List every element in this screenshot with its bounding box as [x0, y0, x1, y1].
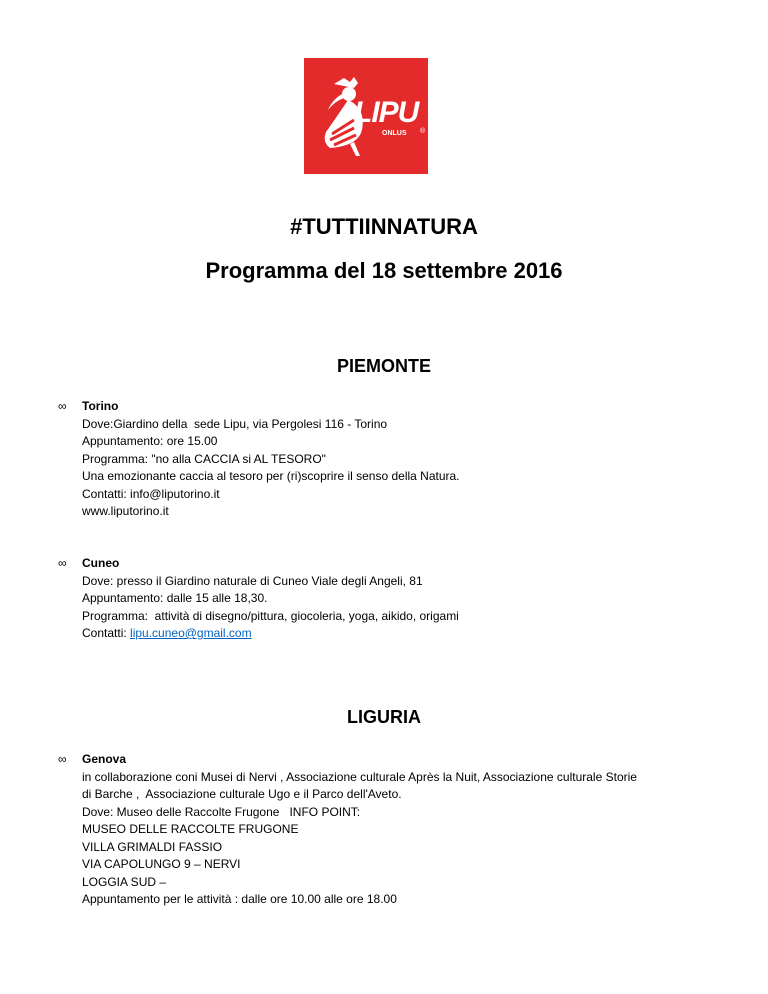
- list-item: [58, 751, 637, 909]
- logo-sub-text: ONLUS: [382, 130, 407, 137]
- list-item: [58, 398, 460, 521]
- entry-line: Appuntamento: ore 15.00: [82, 434, 218, 448]
- entry-line: Una emozionante caccia al tesoro per (ri)scoprire il senso della Natura.: [82, 469, 460, 483]
- bullet-icon: ∞: [58, 399, 67, 413]
- city-name: Cuneo: [82, 556, 120, 570]
- bullet-icon: ∞: [58, 556, 67, 570]
- entry-line: www.liputorino.it: [82, 504, 169, 518]
- bullet-icon: ∞: [58, 752, 67, 766]
- region-heading-liguria: LIGURIA: [347, 707, 421, 727]
- entry-line: VIA CAPOLUNGO 9 – NERVI: [82, 857, 241, 871]
- email-link[interactable]: lipu.cuneo@gmail.com: [130, 626, 252, 640]
- entry-line: Programma: "no alla CACCIA si AL TESORO": [82, 451, 326, 466]
- entry-line: LOGGIA SUD –: [82, 874, 167, 889]
- hashtag-title: #TUTTIINNATURA: [290, 214, 478, 239]
- entry-line: VILLA GRIMALDI FASSIO: [82, 839, 223, 854]
- city-name: Torino: [82, 399, 119, 413]
- page-title: Programma del 18 settembre 2016: [205, 258, 563, 283]
- lipu-logo: [304, 58, 428, 174]
- entry-line: in collaborazione coni Musei di Nervi , Associazione culturale Après la Nuit, Associazione culturale Storie: [82, 769, 637, 784]
- entry-line: Dove:Giardino della sede Lipu, via Pergolesi 116 - Torino: [82, 416, 388, 431]
- entry-line: Appuntamento: dalle 15 alle 18,30.: [82, 591, 268, 605]
- logo-brand-text: LIPU: [354, 96, 419, 129]
- entry-line: Programma: attività di disegno/pittura, giocoleria, yoga, aikido, origami: [82, 608, 459, 623]
- entry-line: MUSEO DELLE RACCOLTE FRUGONE: [82, 822, 299, 836]
- region-heading-piemonte: PIEMONTE: [336, 356, 431, 376]
- list-item: [58, 555, 459, 643]
- city-name: Genova: [82, 752, 127, 766]
- entry-line: Dove: Museo delle Raccolte Frugone INFO POINT:: [82, 804, 361, 819]
- entry-line: Appuntamento per le attività : dalle ore 10.00 alle ore 18.00: [82, 892, 397, 906]
- contact-line: [82, 625, 459, 643]
- registered-mark: ®: [420, 128, 426, 135]
- contact-label: Contatti:: [82, 626, 131, 640]
- entry-line: Contatti: info@liputorino.it: [82, 486, 220, 501]
- entry-line: Dove: presso il Giardino naturale di Cuneo Viale degli Angeli, 81: [82, 573, 423, 588]
- entry-line: di Barche , Associazione culturale Ugo e il Parco dell'Aveto.: [82, 787, 402, 801]
